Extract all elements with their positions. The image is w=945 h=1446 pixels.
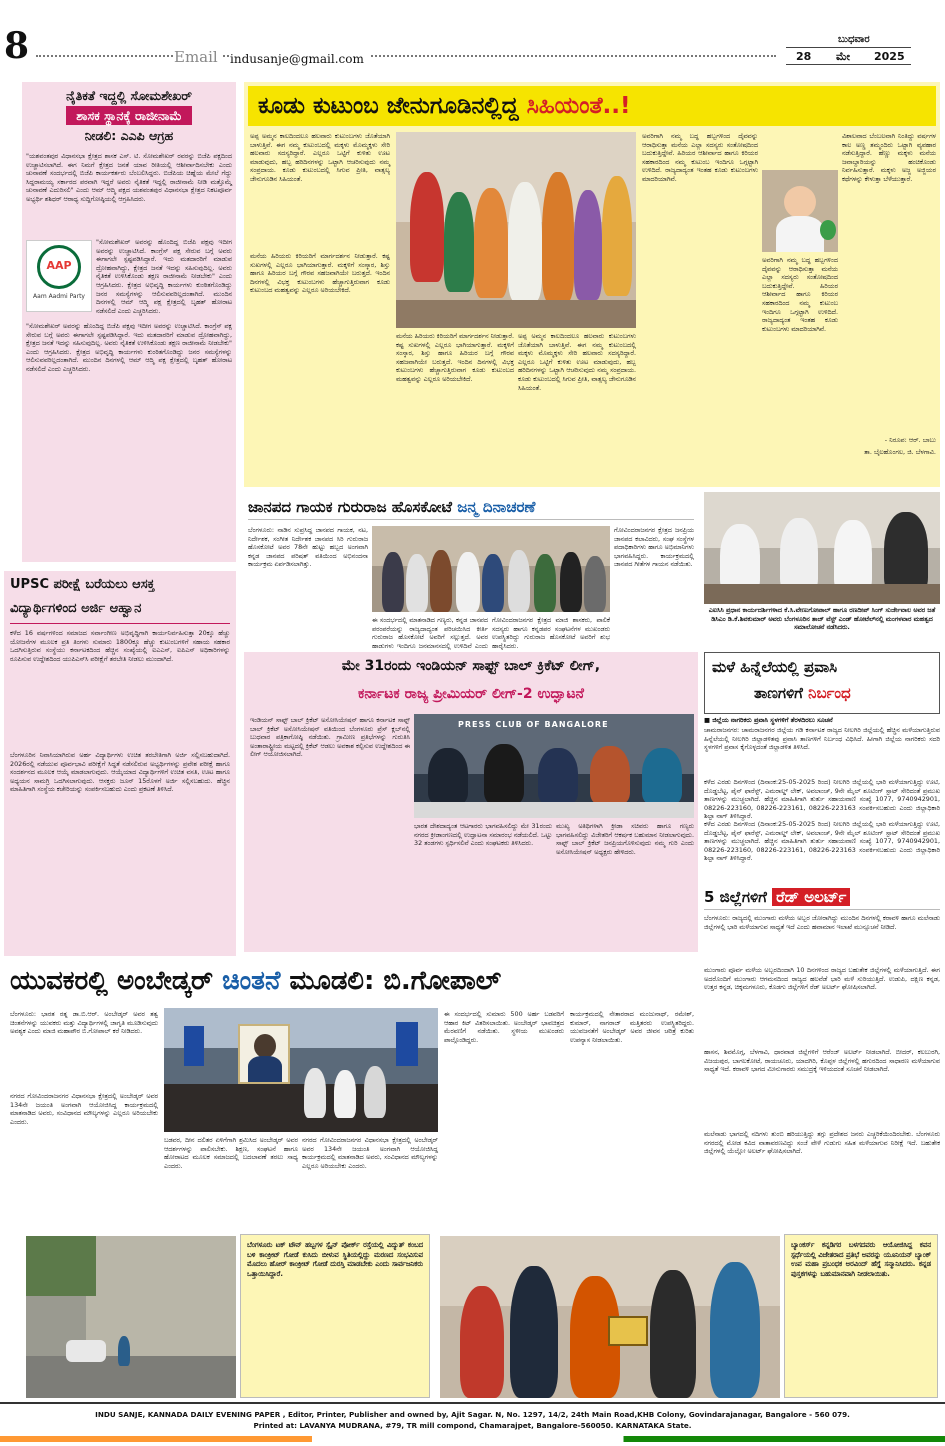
felicitation-photo xyxy=(440,1236,780,1398)
folk-singer-photo xyxy=(372,526,610,612)
press-club-photo xyxy=(414,714,694,818)
byline-name: - ನಿರೂಪ: ಆರ್. ಬಾಬು xyxy=(884,436,936,444)
headline-rule xyxy=(10,623,230,624)
family-photo xyxy=(396,132,636,328)
headline-part: ಕೂಡು ಕುಟುಂಬ ಜೇನುಗೂಡಿನಲ್ಲಿದ್ದ xyxy=(258,93,527,119)
story-red-alert-body-1: ಬೆಂಗಳೂರು: ರಾಜ್ಯದಲ್ಲಿ ಮುಂಗಾರು ಮಳೆಯ ಅಬ್ಬರ ಜೋರಾಗಿದ್ದು ಮುಂದಿನ ದಿನಗಳಲ್ಲಿ ಕರಾವಳಿ ಹಾಗೂ ಮಲೆನಾಡು ಜಿಲ್ಲೆಗಳಲ್ಲಿ ಭಾರಿ ಮಳೆಯಾಗುವ ಸಾಧ್ಯತೆ ಇದೆ ಎಂದು ಹವಾಮಾನ ಇಲಾಖೆ ಮುನ್ಸೂಚನೆ ನೀಡಿದೆ. xyxy=(704,914,940,931)
story-cricket xyxy=(244,652,698,952)
banking-poem-text: ಬ್ಯಾಂಕರ್ಸ್ ಕನ್ನಡಿಗರ ಬಳಗದವರು ಆಯೋಜಿಸಿದ್ದ ಕವನ ಸ್ಪರ್ಧೆಯಲ್ಲಿ ವಿಜೇತರಾದ ಪ್ರತಿಭೆ ಅವರನ್ನು ಯೂನಿಯನ್ ಬ್ಯಾಂಕ್ ಉಪ ಮಹಾ ಪ್ರಬಂಧಕ ಅರವಿಂದ್ ಹೆಗ್ಡೆ ಸನ್ಮಾನಿಸಿದರು. ಕನ್ನಡ ಪುಸ್ತಕಗಳನ್ನು ಬಹುಮಾನವಾಗಿ ನೀಡಲಾಯಿತು. xyxy=(791,1241,931,1278)
story-red-alert-headline xyxy=(704,884,940,910)
person-figure xyxy=(560,552,582,612)
story-ambedkar xyxy=(4,962,698,1224)
headline-part-red: ರೆಡ್ ಅಲರ್ಟ್ xyxy=(772,888,850,906)
story-ambedkar-col-2: ಬಡವರ, ದೀನ ದಲಿತರ ಏಳಿಗೆಗಾಗಿ ಶ್ರಮಿಸಿದ ಅಂಬೇಡ್ಕರ್ ಅವರ ಆದರ್ಶಗಳನ್ನು ಪಾಲಿಸಬೇಕು. ಶಿಕ್ಷಣ, ಸಂಘಟನೆ ಹಾಗೂ ಹೋರಾಟದ ಮೂಲಕ ಸಮಾಜದಲ್ಲಿ ಬದಲಾವಣೆ ತರಲು ಸಾಧ್ಯ ಎಂದರು. xyxy=(164,1136,298,1170)
baby-photo xyxy=(762,170,838,252)
sofa xyxy=(704,584,940,604)
story-tourism-headline-2 xyxy=(754,684,851,702)
headline-line: ಶಾಸಕ ಸ್ಥಾನಕ್ಕೆ ರಾಜೀನಾಮೆ xyxy=(66,106,192,125)
byline-place: ತಾ. ಬೈಲಹೊಂಗಲ, ಜಿ. ಬೆಳಗಾವಿ. xyxy=(864,448,936,456)
headline-line: ನೈತಿಕತೆ ಇದ್ದಲ್ಲಿ ಸೋಮಶೇಖರ್ xyxy=(66,88,192,103)
story-ambedkar-col-5: ಕಾರ್ಯಕ್ರಮದಲ್ಲಿ ನೇತಾರರಾದ ಮಂಜುನಾಥ್, ರಮೇಶ್, ಕುಮಾರ್, ನಾಗರಾಜ್ ಮತ್ತಿತರರು ಉಪಸ್ಥಿತರಿದ್ದರು. ಯುವಜನತೆಗೆ ಅಂಬೇಡ್ಕರ್ ಅವರ ಜೀವನ ಚರಿತ್ರೆ ಕುರಿತು ಉಪನ್ಯಾಸ ನೀಡಲಾಯಿತು. xyxy=(570,1010,694,1044)
story-aap-headline xyxy=(22,86,236,145)
person-figure xyxy=(474,188,508,298)
portrait-suit xyxy=(248,1056,282,1082)
story-tourism-body-1: ಚಾಮರಾಜನಗರ: ಚಾಮರಾಜನಗರ ಜಿಲ್ಲೆಯ ಗಡಿ ಕರ್ನಾಟಕ ರಾಜ್ಯದ ನೀಲಗಿರಿ ಜಿಲ್ಲೆಯಲ್ಲಿ ಹೆಚ್ಚಿನ ಮಳೆಯಾಗುತ್ತಿರುವ ಹಿನ್ನೆಲೆಯಲ್ಲಿ ನೀಲಗಿರಿ ಜಿಲ್ಲಾಡಳಿತವು ಪ್ರವಾಸಿ ತಾಣಗಳಿಗೆ ನಿರ್ಬಂಧ ವಿಧಿಸಿದೆ. ಹೀಗಾಗಿ ಜಿಲ್ಲೆಯ ನಾಗರಿಕರು ಸದರಿ ಸ್ಥಳಗಳಿಗೆ ಪ್ರವಾಸ ಕೈಗೊಳ್ಳದಂತೆ ಜಿಲ್ಲಾಡಳಿತ ತಿಳಿಸಿದೆ. xyxy=(704,726,940,752)
headline-part-blue: ಜನ್ಮ ದಿನಾಚರಣೆ xyxy=(457,498,536,516)
photo-trees xyxy=(26,1236,96,1296)
aap-logo-text: AAP xyxy=(46,259,72,272)
person-figure xyxy=(334,1070,356,1118)
portrait-face xyxy=(254,1034,276,1058)
politics-photo xyxy=(704,492,940,604)
story-aap-body-side: "ಸೋಮಶೇಖರ್ ಅವರನ್ನು ಹೊಂದಿದ್ದ ಬಿಜೆಪಿ ಪಕ್ಷವು ಇದೀಗ ಅವರನ್ನು ಉಚ್ಚಾಟಿಸಿದೆ. ಕಾಂಗ್ರೆಸ್ ಪಕ್ಷ ಸೇರುವ ಬಗ್ಗೆ ಅವರು ಈಗಾಗಲೇ ಸ್ಪಷ್ಟಪಡಿಸಿದ್ದಾರೆ. ಇದು ಮತದಾರರಿಗೆ ಮಾಡುವ ದ್ರೋಹವಾಗಿದ್ದು, ಕ್ಷೇತ್ರದ ಜನತೆ ಇದನ್ನು ಸಹಿಸುವುದಿಲ್ಲ. ಅವರು ನೈತಿಕತೆ ಉಳಿಸಿಕೊಂಡು ತಕ್ಷಣ ರಾಜೀನಾಮೆ ನೀಡಬೇಕು" ಎಂದು ಆಗ್ರಹಿಸಿದರು. ಕ್ಷೇತ್ರದ ಅಭಿವೃದ್ಧಿ ಕಾರ್ಯಗಳು ಕುಂಠಿತಗೊಂಡಿದ್ದು ಜನರ ಸಮಸ್ಯೆಗಳನ್ನು ಆಲಿಸುವವರಿಲ್ಲದಂತಾಗಿದೆ. ಮುಂದಿನ ದಿನಗಳಲ್ಲಿ ಆಮ್ ಆದ್ಮಿ ಪಕ್ಷ ಕ್ಷೇತ್ರದಲ್ಲಿ ಬೃಹತ್ ಹೋರಾಟ ನಡೆಸಲಿದೆ ಎಂದು ಎಚ್ಚರಿಸಿದರು. xyxy=(96,238,232,315)
person-figure xyxy=(510,1266,558,1398)
person-figure xyxy=(542,172,574,302)
date-year: 2025 xyxy=(874,50,905,63)
story-tourism-body-2: ಕಳೆದ ಎರಡು ದಿನಗಳಿಂದ (ದಿನಾಂಕ:25-05-2025 ರಿಂದ) ನೀಲಗಿರಿ ಜಿಲ್ಲೆಯಲ್ಲಿ ಭಾರಿ ಮಳೆಯಾಗುತ್ತಿದ್ದು ಊಟಿ, ದೊಡ್ಡಬೆಟ್ಟ, ಪೈನ್ ಫಾರೆಸ್ಟ್, ಎಮರಾಲ್ಡ್ ಲೇಕ್, ಅವಲಾಂಚ್, 9ನೇ ಮೈಲ್ ಶೂಟಿಂಗ್ ಸ್ಪಾಟ್ ಸೇರಿದಂತೆ ಪ್ರಮುಖ ತಾಣಗಳನ್ನು ಮುಚ್ಚಲಾಗಿದೆ. ಹೆಚ್ಚಿನ ಮಾಹಿತಿಗಾಗಿ ತುರ್ತು ಸಹಾಯವಾಣಿ ಸಂಖ್ಯೆ 1077, 9740942901, 08226-223160, 08226-223161, 08226-223163 ಸಂಪರ್ಕಿಸಬಹುದು ಎಂದು ಜಿಲ್ಲಾಧಿಕಾರಿ ಶಿಲ್ಪಾ ನಾಗ್ ತಿಳಿಸಿದ್ದಾರೆ. xyxy=(704,778,940,821)
photo-wall xyxy=(86,1236,236,1356)
story-ambedkar-col-1b: ನಗರದ ಗೋವಿಂದರಾಜನಗರ ವಿಧಾನಸಭಾ ಕ್ಷೇತ್ರದಲ್ಲಿ ಅಂಬೇಡ್ಕರ್ ಅವರ 134ನೇ ಜಯಂತಿ ಅಂಗವಾಗಿ ಆಯೋಜಿಸಿದ್ದ ಕಾರ್ಯಕ್ರಮದಲ್ಲಿ ಮಾತನಾಡಿದ ಅವರು, ಸಂವಿಧಾನದ ಮೌಲ್ಯಗಳನ್ನು ಎಲ್ಲರೂ ಅರಿಯಬೇಕು ಎಂದರು. xyxy=(10,1092,158,1126)
story-family-col-5: ಅವರಿಗಾಗಿ ನಮ್ಮ ಬದ್ಧ ಹಬ್ಬಗಳಿಂದ ದೈವವನ್ನು ಆರಾಧಿಸುತ್ತಾ ಮನೆಯ ಎಲ್ಲಾ ಸದಸ್ಯರು ಸಂತೋಷದಿಂದ ಬದುಕುತ್ತಿದ್ದೇವೆ. ಹಿರಿಯರ ಆಶೀರ್ವಾದ ಹಾಗೂ ಕಿರಿಯರ ಸಹಕಾರದಿಂದ ನಮ್ಮ ಕುಟುಂಬ ಇಂದಿಗೂ ಒಗ್ಗಟ್ಟಾಗಿ ಉಳಿದಿದೆ. ರಾಜ್ಯದಾದ್ಯಂತ ಇಂತಹ ಕೂಡು ಕುಟುಂಬಗಳು ಮಾದರಿಯಾಗಿವೆ. xyxy=(762,256,838,333)
story-upsc-body-1: ಕಳೆದ 16 ವರ್ಷಗಳಿಂದ ಸಮಾಜದ ಸರ್ವಾಂಗೀಣ ಅಭಿವೃದ್ಧಿಗಾಗಿ ಕಾರ್ಯನಿರ್ವಹಿಸುತ್ತಾ 20ಕ್ಕೂ ಹೆಚ್ಚು ಯೋಜನೆಗಳ ಮೂಲಕ ಪ್ರತಿ ತಿಂಗಳು ಸುಮಾರು 1800ಕ್ಕೂ ಹೆಚ್ಚು ಕುಟುಂಬಗಳಿಗೆ ಸಹಾಯ ಸಹಕಾರ ಒದಗಿಸುತ್ತಿರುವ ಸಂಸ್ಥೆಯು ಕರ್ನಾಟಕದಿಂದ ಹೆಚ್ಚಿನ ಸಂಖ್ಯೆಯಲ್ಲಿ ಐಎಎಸ್, ಐಪಿಎಸ್ ಅಧಿಕಾರಿಗಳನ್ನು ರೂಪಿಸುವ ಉದ್ದೇಶದಿಂದ ಯುಪಿಎಸ್‌ಸಿ ಪರೀಕ್ಷೆಗೆ ತರಬೇತಿ ನೀಡಲು ಮುಂದಾಗಿದೆ. xyxy=(10,629,230,663)
person-figure xyxy=(884,512,928,594)
road xyxy=(26,1356,236,1398)
person-figure xyxy=(590,746,630,804)
page-header xyxy=(0,0,945,78)
person-figure xyxy=(602,176,632,296)
person-figure xyxy=(364,1066,386,1118)
story-family-col-1: ಅಪ್ಪ ಅಮ್ಮನ ಕಾಲದಿಂದಲೂ ಹಲವಾರು ಕುಟುಂಬಗಳು ಜೊತೆಯಾಗಿ ಬಾಳುತ್ತಿವೆ. ಈಗ ನಮ್ಮ ಕುಟುಂಬದಲ್ಲಿ ಮಕ್ಕಳು ಮೊಮ್ಮಕ್ಕಳು ಸೇರಿ ಹಲವಾರು ಸದಸ್ಯರಿದ್ದಾರೆ. ಎಲ್ಲರೂ ಒಟ್ಟಿಗೆ ಕುಳಿತು ಊಟ ಮಾಡುವುದು, ಹಬ್ಬ ಹರಿದಿನಗಳನ್ನು ಒಟ್ಟಾಗಿ ಆಚರಿಸುವುದು ನಮ್ಮ ಸಂಪ್ರದಾಯ. ಕೂಡು ಕುಟುಂಬದಲ್ಲಿ ಸಿಗುವ ಪ್ರೀತಿ, ವಾತ್ಸಲ್ಯ ಜೇನುಗೂಡಿನ ಸಿಹಿಯಂತೆ. xyxy=(250,132,390,183)
story-folk-singer xyxy=(244,494,698,650)
headline-part-blue: ಚಿಂತನೆ xyxy=(222,966,281,996)
footer-line-1: INDU SANJE, KANNADA DAILY EVENING PAPER , Editor, Printer, Publisher and owned by, Ajit Sagar. N, No. 1297, 14/2, 24th Main Road,KHB Colony, Govindarajanagar, Bangalore - 560 079. xyxy=(95,1410,850,1419)
person-figure xyxy=(444,192,474,292)
press-club-banner: PRESS CLUB OF BANGALORE xyxy=(458,720,609,729)
ambedkar-portrait xyxy=(238,1024,290,1084)
story-family-col-2: ಮನೆಯ ಹಿರಿಯರು ಕಿರಿಯರಿಗೆ ಮಾರ್ಗದರ್ಶನ ನೀಡುತ್ತಾರೆ. ಕಷ್ಟ ಸುಖಗಳಲ್ಲಿ ಎಲ್ಲರೂ ಭಾಗಿಯಾಗುತ್ತಾರೆ. ಮಕ್ಕಳಿಗೆ ಸಂಸ್ಕಾರ, ಶಿಸ್ತು ಹಾಗೂ ಹಿರಿಯರ ಬಗ್ಗೆ ಗೌರವ ಸಹಜವಾಗಿಯೇ ಬರುತ್ತದೆ. ಇಂದಿನ ದಿನಗಳಲ್ಲಿ ವಿಭಕ್ತ ಕುಟುಂಬಗಳು ಹೆಚ್ಚಾಗುತ್ತಿರುವಾಗ ಕೂಡು ಕುಟುಂಬದ ಮಹತ್ವವನ್ನು ಎಲ್ಲರೂ ಅರಿಯಬೇಕಿದೆ. xyxy=(396,332,514,383)
crowd xyxy=(164,1084,438,1132)
story-upsc-headline-1: UPSC ಪರೀಕ್ಷೆ ಬರೆಯಲು ಆಸಕ್ತ xyxy=(10,577,155,592)
story-red-alert-body-3: ಹಾಸನ, ಶಿವಮೊಗ್ಗ, ಬೆಳಗಾವಿ, ಧಾರವಾಡ ಜಿಲ್ಲೆಗಳಿಗೆ ಆರೆಂಜ್ ಅಲರ್ಟ್ ನೀಡಲಾಗಿದೆ. ಬೀದರ್, ಕಲಬುರಗಿ, ವಿಜಯಪುರ, ಬಾಗಲಕೋಟೆ, ರಾಯಚೂರು, ಯಾದಗಿರಿ, ಕೊಪ್ಪಳ ಜಿಲ್ಲೆಗಳಲ್ಲಿ ಹಗುರದಿಂದ ಸಾಧಾರಣ ಮಳೆಯಾಗುವ ಸಾಧ್ಯತೆ ಇದೆ. ಕರಾವಳಿ ಭಾಗದ ಮೀನುಗಾರರು ಸಮುದ್ರಕ್ಕೆ ಇಳಿಯದಂತೆ ಸೂಚನೆ ನೀಡಲಾಗಿದೆ. xyxy=(704,1048,940,1074)
person-figure xyxy=(642,748,682,804)
story-tourism xyxy=(704,652,940,821)
story-family-col-6: ವಿಶಾಲವಾದ ಬೆಂಬಲವಾಗಿ ನಿಂತಿದ್ದು ವರ್ಷಗಳ ಕಾಲ ಅಣ್ಣ ತಮ್ಮಂದಿರು ಒಟ್ಟಾಗಿ ವ್ಯವಹಾರ ನಡೆಸುತ್ತಿದ್ದಾರೆ. ಹೆಣ್ಣು ಮಕ್ಕಳು ಮನೆಯ ಜವಾಬ್ದಾರಿಯನ್ನು ಹಂಚಿಕೊಂಡು ನಿರ್ವಹಿಸುತ್ತಾರೆ. ಮಕ್ಕಳು ಅಜ್ಜ ಅಜ್ಜಿಯರ ಕಥೆಗಳನ್ನು ಕೇಳುತ್ತಾ ಬೆಳೆಯುತ್ತಾರೆ. xyxy=(842,132,936,183)
story-ambedkar-col-4: ಈ ಸಂದರ್ಭದಲ್ಲಿ ಸುಮಾರು 500 ಅರ್ಹ ಬಡವರಿಗೆ ಆಹಾರ ಕಿಟ್ ವಿತರಿಸಲಾಯಿತು. ಅಂಬೇಡ್ಕರ್ ಭಾವಚಿತ್ರದ ಮೆರವಣಿಗೆ ನಡೆಯಿತು. ಸ್ಥಳೀಯ ಮುಖಂಡರು ಪಾಲ್ಗೊಂಡಿದ್ದರು. xyxy=(444,1010,564,1044)
person-figure xyxy=(428,748,468,804)
person-figure xyxy=(406,554,428,612)
person-figure xyxy=(118,1336,130,1366)
headline-part: ಯುವಕರಲ್ಲಿ ಅಂಬೇಡ್ಕರ್ xyxy=(10,966,223,996)
story-upsc-headline-2: ವಿದ್ಯಾರ್ಥಿಗಳಿಂದ ಅರ್ಜಿ ಆಹ್ವಾನ xyxy=(10,601,142,616)
person-figure xyxy=(508,550,530,612)
flag xyxy=(184,1026,204,1066)
story-family-col-1b: ಮನೆಯ ಹಿರಿಯರು ಕಿರಿಯರಿಗೆ ಮಾರ್ಗದರ್ಶನ ನೀಡುತ್ತಾರೆ. ಕಷ್ಟ ಸುಖಗಳಲ್ಲಿ ಎಲ್ಲರೂ ಭಾಗಿಯಾಗುತ್ತಾರೆ. ಮಕ್ಕಳಿಗೆ ಸಂಸ್ಕಾರ, ಶಿಸ್ತು ಹಾಗೂ ಹಿರಿಯರ ಬಗ್ಗೆ ಗೌರವ ಸಹಜವಾಗಿಯೇ ಬರುತ್ತದೆ. ಇಂದಿನ ದಿನಗಳಲ್ಲಿ ವಿಭಕ್ತ ಕುಟುಂಬಗಳು ಹೆಚ್ಚಾಗುತ್ತಿರುವಾಗ ಕೂಡು ಕುಟುಂಬದ ಮಹತ್ವವನ್ನು ಎಲ್ಲರೂ ಅರಿಯಬೇಕಿದೆ. xyxy=(250,252,390,295)
aap-logo-caption: Aam Aadmi Party xyxy=(33,293,85,300)
footer-rule xyxy=(0,1402,945,1404)
person-figure xyxy=(382,552,404,612)
story-folk-col-3: ಗೋವಿಂದರಾಜನಗರ ಕ್ಷೇತ್ರದ ಮಾಜಿ ಶಾಸಕರು, ಪಾಲಿಕೆ ಸದಸ್ಯರು ಹಾಗೂ ಕನ್ನಡಪರ ಸಂಘಟನೆಗಳ ಮುಖಂಡರು ಉಪಸ್ಥಿತರಿದ್ದು ಗುರುರಾಜ ಹೊಸಕೋಟೆ ಅವರಿಗೆ ಶುಭ ಹಾರೈಸಿದರು. xyxy=(492,616,610,650)
story-ambedkar-headline xyxy=(10,962,694,1000)
politics-photo-block xyxy=(704,492,940,644)
wall-collapse-photo xyxy=(26,1236,236,1398)
wall-collapse-text: ಬೆಂಗಳೂರು ಟಕ್ ಟೌನ್ ಹಬ್ಬಗಳ ಸ್ವೈನ್ ಪೋರ್ಕ್ ರಸ್ತೆಯಲ್ಲಿ ವಿದ್ಯುತ್ ಕಂಬದ ಬಳಿ ಕಾಂಕ್ರೀಟ್ ಗೋಡೆ ಕುಸಿದು ಬೀಳುವ ಸ್ಥಿತಿಯಲ್ಲಿದ್ದು ಮರಣದ ಸಂಭವಿಸುವ ಮೊದಲು ಹೋರ್ ಕಾಂಕ್ರೀಟ್ ಗೋಡೆ ದುರಸ್ತಿ ಮಾಡಬೇಕು ಎಂದು ಸಾರ್ವಜನಿಕರು ಒತ್ತಾಯಿಸಿದ್ದಾರೆ. xyxy=(247,1241,423,1278)
date-day: 28 xyxy=(796,50,812,63)
story-ambedkar-col-3: ನಗರದ ಗೋವಿಂದರಾಜನಗರ ವಿಧಾನಸಭಾ ಕ್ಷೇತ್ರದಲ್ಲಿ ಅಂಬೇಡ್ಕರ್ ಅವರ 134ನೇ ಜಯಂತಿ ಅಂಗವಾಗಿ ಆಯೋಜಿಸಿದ್ದ ಕಾರ್ಯಕ್ರಮದಲ್ಲಿ ಮಾತನಾಡಿದ ಅವರು, ಸಂವಿಧಾನದ ಮೌಲ್ಯಗಳನ್ನು ಎಲ್ಲರೂ ಅರಿಯಬೇಕು ಎಂದರು. xyxy=(302,1136,438,1170)
story-folk-col-4: ಗೋವಿಂದರಾಜನಗರ ಕ್ಷೇತ್ರದ ಜನಪ್ರಿಯ ಜಾನಪದ ಕಲಾವಿದರು, ಸಂಘ ಸಂಸ್ಥೆಗಳ ಪದಾಧಿಕಾರಿಗಳು ಹಾಗೂ ಅಭಿಮಾನಿಗಳು ಭಾಗವಹಿಸಿದ್ದರು. ಕಾರ್ಯಕ್ರಮದಲ್ಲಿ ಜಾನಪದ ಗೀತೆಗಳ ಗಾಯನ ನಡೆಯಿತು. xyxy=(614,526,694,569)
person-figure xyxy=(574,190,602,300)
person-figure xyxy=(538,748,578,804)
story-red-alert xyxy=(704,884,940,1194)
page-number: 8 xyxy=(4,25,30,67)
person-figure xyxy=(834,520,872,594)
story-folk-col-1: ಬೆಂಗಳೂರು: ನಾಡಿನ ಸುಪ್ರಸಿದ್ಧ ಜಾನಪದ ಗಾಯಕ, ನಟ, ನಿರ್ದೇಶಕ, ಸಂಗೀತ ನಿರ್ದೇಶಕ ಜಾನಪದ ಸಿರಿ ಗುರುರಾಜ ಹೊಸಕೋಟೆ ಅವರ 78ನೇ ಹುಟ್ಟು ಹಬ್ಬದ ಅಂಗವಾಗಿ ಕನ್ನಡ ಜಾನಪದ ಪರಿಷತ್ ವತಿಯಿಂದ ಅಭಿನಂದನಾ ಕಾರ್ಯಕ್ರಮ ಏರ್ಪಡಿಸಲಾಗಿತ್ತು. xyxy=(248,526,368,569)
person-figure xyxy=(710,1262,760,1398)
headline-part-red: ಸಿಹಿಯಂತೆ..! xyxy=(526,93,631,119)
person-figure xyxy=(650,1270,696,1398)
balloon xyxy=(820,220,836,240)
car xyxy=(66,1340,106,1362)
flag xyxy=(396,1022,418,1066)
banking-poem-story xyxy=(784,1234,938,1398)
headline-part: 5 ಜಿಲ್ಲೆಗಳಿಗೆ xyxy=(704,888,773,906)
story-tourism-subhead: ■ ಜಿಲ್ಲೆಯ ನಾಗರಿಕರು ಪ್ರವಾಸಿ ಸ್ಥಳಗಳಿಗೆ ತೆರಳದಿರಲು ಸೂಚನೆ xyxy=(704,716,833,724)
story-aap-body-bottom: "ಸೋಮಶೇಖರ್ ಅವರನ್ನು ಹೊಂದಿದ್ದ ಬಿಜೆಪಿ ಪಕ್ಷವು ಇದೀಗ ಅವರನ್ನು ಉಚ್ಚಾಟಿಸಿದೆ. ಕಾಂಗ್ರೆಸ್ ಪಕ್ಷ ಸೇರುವ ಬಗ್ಗೆ ಅವರು ಈಗಾಗಲೇ ಸ್ಪಷ್ಟಪಡಿಸಿದ್ದಾರೆ. ಇದು ಮತದಾರರಿಗೆ ಮಾಡುವ ದ್ರೋಹವಾಗಿದ್ದು, ಕ್ಷೇತ್ರದ ಜನತೆ ಇದನ್ನು ಸಹಿಸುವುದಿಲ್ಲ. ಅವರು ನೈತಿಕತೆ ಉಳಿಸಿಕೊಂಡು ತಕ್ಷಣ ರಾಜೀನಾಮೆ ನೀಡಬೇಕು" ಎಂದು ಆಗ್ರಹಿಸಿದರು. ಕ್ಷೇತ್ರದ ಅಭಿವೃದ್ಧಿ ಕಾರ್ಯಗಳು ಕುಂಠಿತಗೊಂಡಿದ್ದು ಜನರ ಸಮಸ್ಯೆಗಳನ್ನು ಆಲಿಸುವವರಿಲ್ಲದಂತಾಗಿದೆ. ಮುಂದಿನ ದಿನಗಳಲ್ಲಿ ಆಮ್ ಆದ್ಮಿ ಪಕ್ಷ ಕ್ಷೇತ್ರದಲ್ಲಿ ಬೃಹತ್ ಹೋರಾಟ ನಡೆಸಲಿದೆ ಎಂದು ಎಚ್ಚರಿಸಿದರು. xyxy=(26,322,232,373)
baby-face xyxy=(784,186,816,218)
ambedkar-rally-photo xyxy=(164,1008,438,1132)
weekday: ಬುಧವಾರ xyxy=(838,34,870,45)
person-figure xyxy=(456,552,480,612)
table xyxy=(414,802,694,818)
person-figure xyxy=(584,556,606,612)
date-box xyxy=(786,47,911,65)
story-cricket-headline-2: ಕರ್ನಾಟಕ ರಾಜ್ಯ ಪ್ರೀಮಿಯರ್ ಲೀಗ್-2 ಉದ್ಘಾಟನೆ xyxy=(358,686,584,702)
story-tourism-headline-1: ಮಳೆ ಹಿನ್ನೆಲೆಯಲ್ಲಿ ಪ್ರವಾಸಿ xyxy=(712,658,838,676)
footer-line-2: Printed at: LAVANYA MUDRANA, #79, TR mill compond, Chamarajpet, Bangalore-560050. KARNATAKA State. xyxy=(253,1421,692,1430)
story-aap-body-top: "ಯಶವಂತಪುರ ವಿಧಾನಸಭಾ ಕ್ಷೇತ್ರದ ಶಾಸಕ ಎಸ್. ಟಿ. ಸೋಮಶೇಖರ್ ರವರನ್ನು ಬಿಜೆಪಿ ಪಕ್ಷದಿಂದ ಉಚ್ಚಾಟಿಸಲಾಗಿದೆ. ಈಗ ನಿಮಗೆ ಕ್ಷೇತ್ರದ ಜನತೆ ಯಾವ ರೀತಿಯಲ್ಲಿ ಆಶೀರ್ವಾದಿಸಬೇಕು ಎಂದು ಚುನಾವಣೆ ಸಂದರ್ಭದಲ್ಲಿ ಬಿಜೆಪಿ ಕಾರ್ಯಕರ್ತರು ಬೆಂಬಲಿಸಿದ್ದರು. ಬಿಜೆಪಿಯ ಚಿಹ್ನೆಯ ಮೇಲೆ ಗೆದ್ದು ಸಿದ್ದರಾಮಯ್ಯ ಸರ್ಕಾರದ ಪರವಾಗಿ ಇದ್ದರೆ ಅವರು ನೈತಿಕತೆ ಇದ್ದಲ್ಲಿ ರಾಜೀನಾಮೆ ನೀಡಿ ಮತ್ತೊಮ್ಮೆ ಚುನಾವಣೆ ಎದುರಿಸಲಿ" ಎಂದು ಆಮ್ ಆದ್ಮಿ ಪಕ್ಷದ ಯಶವಂತಪುರ ವಿಧಾನಸಭಾ ಕ್ಷೇತ್ರದ ನಿಕಟಪೂರ್ವ ಅಭ್ಯರ್ಥಿ ಶಶಿಧರ್ ಆರಾಧ್ಯ ಸುದ್ದಿಗೋಷ್ಠಿಯಲ್ಲಿ ಆಗ್ರಹಿಸಿದರು. xyxy=(26,152,232,203)
story-folk-singer-headline xyxy=(248,494,694,520)
story-cricket-col-2: ಭಾರತ ದೇಶದಾದ್ಯಂತ ಆಟಗಾರರು ಭಾಗವಹಿಸಲಿದ್ದು ಮೇ 31ರಂದು ನಗರದ ಕ್ರೀಡಾಂಗಣದಲ್ಲಿ ಉದ್ಘಾಟನಾ ಸಮಾರಂಭ ನಡೆಯಲಿದೆ. ಒಟ್ಟು 32 ತಂಡಗಳು ಸ್ಪರ್ಧಿಸಲಿವೆ ಎಂದು ಸಂಘಟಕರು ತಿಳಿಸಿದರು. xyxy=(414,822,552,848)
story-upsc xyxy=(4,571,236,956)
email-address: indusanje@gmail.com xyxy=(230,52,370,66)
person-figure xyxy=(304,1068,326,1118)
person-figure xyxy=(482,554,504,612)
story-cricket-col-1: ಇಂಡಿಯನ್ ಸಾಫ್ಟ್ ಬಾಲ್ ಕ್ರಿಕೆಟ್ ಅಸೋಸಿಯೇಷನ್ ಹಾಗೂ ಕರ್ನಾಟಕ ಸಾಫ್ಟ್ ಬಾಲ್ ಕ್ರಿಕೆಟ್ ಅಸೋಸಿಯೇಷನ್ ವತಿಯಿಂದ ಬೆಂಗಳೂರು ಪ್ರೆಸ್ ಕ್ಲಬ್‌ನಲ್ಲಿ ಬುಧವಾರ ಪತ್ರಿಕಾಗೋಷ್ಠಿ ನಡೆಯಿತು. ಗ್ರಾಮೀಣ ಪ್ರತಿಭೆಗಳನ್ನು ಗುರುತಿಸಿ ಅಂತಾರಾಷ್ಟ್ರೀಯ ಮಟ್ಟದಲ್ಲಿ ಕ್ರಿಕೆಟ್ ಆಡಲು ಅವಕಾಶ ಕಲ್ಪಿಸುವ ಉದ್ದೇಶದಿಂದ ಈ ಲೀಗ್ ಆಯೋಜಿಸಲಾಗಿದೆ. xyxy=(250,716,410,759)
story-ambedkar-col-1: ಬೆಂಗಳೂರು: ಭಾರತ ರತ್ನ ಡಾ.ಬಿ.ಆರ್. ಅಂಬೇಡ್ಕರ್ ಅವರ ತತ್ವ ಚಿಂತನೆಗಳನ್ನು ಯುವಕರು ಮತ್ತು ವಿದ್ಯಾರ್ಥಿಗಳಲ್ಲಿ ಜಾಗೃತಿ ಮೂಡಿಸುವುದು ಅವಶ್ಯಕ ಎಂದು ಮಾಜಿ ಮಹಾಪೌರ ಬಿ.ಗೋಪಾಲ್ ಕರೆ ನೀಡಿದರು. xyxy=(10,1010,158,1036)
story-tourism-body-3: ಕಳೆದ ಎರಡು ದಿನಗಳಿಂದ (ದಿನಾಂಕ:25-05-2025 ರಿಂದ) ನೀಲಗಿರಿ ಜಿಲ್ಲೆಯಲ್ಲಿ ಭಾರಿ ಮಳೆಯಾಗುತ್ತಿದ್ದು ಊಟಿ, ದೊಡ್ಡಬೆಟ್ಟ, ಪೈನ್ ಫಾರೆಸ್ಟ್, ಎಮರಾಲ್ಡ್ ಲೇಕ್, ಅವಲಾಂಚ್, 9ನೇ ಮೈಲ್ ಶೂಟಿಂಗ್ ಸ್ಪಾಟ್ ಸೇರಿದಂತೆ ಪ್ರಮುಖ ತಾಣಗಳನ್ನು ಮುಚ್ಚಲಾಗಿದೆ. ಹೆಚ್ಚಿನ ಮಾಹಿತಿಗಾಗಿ ತುರ್ತು ಸಹಾಯವಾಣಿ ಸಂಖ್ಯೆ 1077, 9740942901, 08226-223160, 08226-223161, 08226-223163 ಸಂಪರ್ಕಿಸಬಹುದು ಎಂದು ಜಿಲ್ಲಾಧಿಕಾರಿ ಶಿಲ್ಪಾ ನಾಗ್ ತಿಳಿಸಿದ್ದಾರೆ. xyxy=(704,820,940,863)
baby-dress xyxy=(776,216,824,252)
aap-logo xyxy=(26,240,92,312)
person-figure xyxy=(484,744,524,804)
footer-color-bar xyxy=(0,1436,945,1442)
wall-collapse-story xyxy=(240,1234,430,1398)
story-family-col-3: ಅಪ್ಪ ಅಮ್ಮನ ಕಾಲದಿಂದಲೂ ಹಲವಾರು ಕುಟುಂಬಗಳು ಜೊತೆಯಾಗಿ ಬಾಳುತ್ತಿವೆ. ಈಗ ನಮ್ಮ ಕುಟುಂಬದಲ್ಲಿ ಮಕ್ಕಳು ಮೊಮ್ಮಕ್ಕಳು ಸೇರಿ ಹಲವಾರು ಸದಸ್ಯರಿದ್ದಾರೆ. ಎಲ್ಲರೂ ಒಟ್ಟಿಗೆ ಕುಳಿತು ಊಟ ಮಾಡುವುದು, ಹಬ್ಬ ಹರಿದಿನಗಳನ್ನು ಒಟ್ಟಾಗಿ ಆಚರಿಸುವುದು ನಮ್ಮ ಸಂಪ್ರದಾಯ. ಕೂಡು ಕುಟುಂಬದಲ್ಲಿ ಸಿಗುವ ಪ್ರೀತಿ, ವಾತ್ಸಲ್ಯ ಜೇನುಗೂಡಿನ ಸಿಹಿಯಂತೆ. xyxy=(518,332,636,392)
header-dotted-rule xyxy=(36,55,776,57)
headline-part: ತಾಣಗಳಿಗೆ xyxy=(754,684,809,702)
story-upsc-body-2: ಬೆಂಗಳೂರಿನ ನಿವಾಸಿಯಾಗಿರುವ ಅರ್ಹ ವಿದ್ಯಾರ್ಥಿಗಳು ಉಚಿತ ತರಬೇತಿಗಾಗಿ ಅರ್ಜಿ ಸಲ್ಲಿಸಬಹುದಾಗಿದೆ. 2026ರಲ್ಲಿ ನಡೆಯುವ ಪೂರ್ವಭಾವಿ ಪರೀಕ್ಷೆಗೆ ಸಿದ್ಧತೆ ನಡೆಸಲಿರುವ ಅಭ್ಯರ್ಥಿಗಳನ್ನು ಪ್ರವೇಶ ಪರೀಕ್ಷೆ ಹಾಗೂ ಸಂದರ್ಶನದ ಮೂಲಕ ಆಯ್ಕೆ ಮಾಡಲಾಗುವುದು. ಆಯ್ಕೆಯಾದ ವಿದ್ಯಾರ್ಥಿಗಳಿಗೆ ಉಚಿತ ವಸತಿ, ಊಟ ಹಾಗೂ ಅಧ್ಯಯನ ಸಾಮಗ್ರಿ ಒದಗಿಸಲಾಗುವುದು. ಆಸಕ್ತರು ಜೂನ್ 15ರೊಳಗೆ ಅರ್ಜಿ ಸಲ್ಲಿಸಬಹುದು. ಹೆಚ್ಚಿನ ಮಾಹಿತಿಗಾಗಿ ಸಂಸ್ಥೆಯ ಕಚೇರಿಯನ್ನು ಸಂಪರ್ಕಿಸಬಹುದು ಎಂದು ಪ್ರಕಟಣೆ ತಿಳಿಸಿದೆ. xyxy=(10,751,230,794)
person-figure xyxy=(534,554,556,612)
person-figure xyxy=(410,172,444,282)
story-red-alert-body-2: ಮುಂಗಾರು ಪೂರ್ವ ಮಳೆಯ ಅಬ್ಬರದಿಂದಾಗಿ 10 ದಿನಗಳಿಂದ ರಾಜ್ಯದ ಬಹುತೇಕ ಜಿಲ್ಲೆಗಳಲ್ಲಿ ಮಳೆಯಾಗುತ್ತಿದೆ. ಈಗ ಅದರೊಂದಿಗೆ ಮುಂಗಾರು ಆಗಮನದಿಂದ ರಾಜ್ಯದ ಹಲವೆಡೆ ಭಾರಿ ಮಳೆ ಸುರಿಯುತ್ತಿದೆ. ಉಡುಪಿ, ದಕ್ಷಿಣ ಕನ್ನಡ, ಉತ್ತರ ಕನ್ನಡ, ಚಿಕ್ಕಮಗಳೂರು, ಕೊಡಗು ಜಿಲ್ಲೆಗಳಿಗೆ ರೆಡ್ ಅಲರ್ಟ್ ಘೋಷಿಸಲಾಗಿದೆ. xyxy=(704,966,940,992)
story-cricket-col-3: ಮುಖ್ಯ ಅತಿಥಿಗಳಾಗಿ ಕ್ರೀಡಾ ಸಚಿವರು ಹಾಗೂ ಗಣ್ಯರು ಭಾಗವಹಿಸಲಿದ್ದು ವಿಜೇತರಿಗೆ ಆಕರ್ಷಕ ಬಹುಮಾನ ನೀಡಲಾಗುವುದು. ಸಾಫ್ಟ್ ಬಾಲ್ ಕ್ರಿಕೆಟ್ ಜನಪ್ರಿಯಗೊಳಿಸುವುದು ನಮ್ಮ ಗುರಿ ಎಂದು ಅಸೋಸಿಯೇಷನ್ ಅಧ್ಯಕ್ಷರು ಹೇಳಿದರು. xyxy=(556,822,694,856)
photo-floor xyxy=(396,300,636,328)
date-month: ಮೇ xyxy=(836,50,851,63)
headline-part: ಜಾನಪದ ಗಾಯಕ ಗುರುರಾಜ ಹೊಸಕೋಟೆ xyxy=(248,498,458,516)
story-cricket-headline-1: ಮೇ 31ರಂದು ಇಂಡಿಯನ್ ಸಾಫ್ಟ್ ಬಾಲ್ ಕ್ರಿಕೆಟ್ ಲೀಗ್, xyxy=(341,658,601,674)
certificate xyxy=(608,1316,648,1346)
person-figure xyxy=(460,1286,504,1398)
headline-line: ನೀಡಲಿ: ಎಎಪಿ ಆಗ್ರಹ xyxy=(84,128,174,143)
headline-part-red: ನಿರ್ಬಂಧ xyxy=(808,684,851,702)
person-figure xyxy=(508,182,542,302)
story-aap xyxy=(22,82,236,562)
politics-photo-caption: ಎಐಸಿಸಿ ಪ್ರಧಾನ ಕಾರ್ಯದರ್ಶಿಗಳಾದ ಕೆ.ಸಿ.ವೇಣುಗೋಪಾಲ್ ಹಾಗೂ ರಣದೀಪ್ ಸಿಂಗ್ ಸುರ್ಜೇವಾಲ ಅವರ ಜತೆ ಡಿಸಿಎಂ ಡಿ.ಕೆ.ಶಿವಕುಮಾರ್ ಅವರು ಬೆಂಗಳೂರಿನ ತಾಜ್ ವೆಸ್ಟ್ ಎಂಡ್ ಹೋಟೆಲ್‌ನಲ್ಲಿ ಮಂಗಳವಾರ ಮಹತ್ವದ ಸಮಾಲೋಚನೆ ನಡೆಸಿದರು. xyxy=(708,606,936,632)
story-folk-col-2: ಈ ಸಂದರ್ಭದಲ್ಲಿ ಮಾತನಾಡಿದ ಗಣ್ಯರು, ಕನ್ನಡ ಜಾನಪದ ಪರಂಪರೆಯನ್ನು ರಾಜ್ಯದಾದ್ಯಂತ ಪರಿಚಯಿಸಿದ ಕೀರ್ತಿ ಗುರುರಾಜ ಹೊಸಕೋಟೆ ಅವರಿಗೆ ಸಲ್ಲುತ್ತದೆ. ಅವರ ಹಾಡುಗಳು ಇಂದಿಗೂ ಜನಮಾನಸದಲ್ಲಿ ಉಳಿದಿವೆ ಎಂದು xyxy=(372,616,488,650)
headline-part: ಮೂಡಲಿ: ಬಿ.ಗೋಪಾಲ್ xyxy=(280,966,502,996)
story-red-alert-body-4: ಮಲೆನಾಡು ಭಾಗದಲ್ಲಿ ನದಿಗಳು ತುಂಬಿ ಹರಿಯುತ್ತಿದ್ದು ತಗ್ಗು ಪ್ರದೇಶದ ಜನರು ಎಚ್ಚರಿಕೆಯಿಂದಿರಬೇಕು. ಬೆಂಗಳೂರು ನಗರದಲ್ಲಿ ಮೋಡ ಕವಿದ ವಾತಾವರಣವಿದ್ದು ಸಂಜೆ ವೇಳೆ ಗುಡುಗು ಸಹಿತ ಮಳೆಯಾಗುವ ನಿರೀಕ್ಷೆ ಇದೆ. ಬಹುತೇಕ ಜಿಲ್ಲೆಗಳಲ್ಲಿ ಯೆಲ್ಲೋ ಅಲರ್ಟ್ ಘೋಷಿಸಲಾಗಿದೆ. xyxy=(704,1130,940,1156)
story-family xyxy=(244,82,940,487)
person-figure xyxy=(780,518,818,594)
email-label: Email xyxy=(174,48,222,66)
story-family-col-4: ಅವರಿಗಾಗಿ ನಮ್ಮ ಬದ್ಧ ಹಬ್ಬಗಳಿಂದ ದೈವವನ್ನು ಆರಾಧಿಸುತ್ತಾ ಮನೆಯ ಎಲ್ಲಾ ಸದಸ್ಯರು ಸಂತೋಷದಿಂದ ಬದುಕುತ್ತಿದ್ದೇವೆ. ಹಿರಿಯರ ಆಶೀರ್ವಾದ ಹಾಗೂ ಕಿರಿಯರ ಸಹಕಾರದಿಂದ ನಮ್ಮ ಕುಟುಂಬ ಇಂದಿಗೂ ಒಗ್ಗಟ್ಟಾಗಿ ಉಳಿದಿದೆ. ರಾಜ್ಯದಾದ್ಯಂತ ಇಂತಹ ಕೂಡು ಕುಟುಂಬಗಳು ಮಾದರಿಯಾಗಿವೆ. xyxy=(642,132,758,183)
person-figure xyxy=(430,550,452,612)
story-family-headline xyxy=(258,92,631,120)
